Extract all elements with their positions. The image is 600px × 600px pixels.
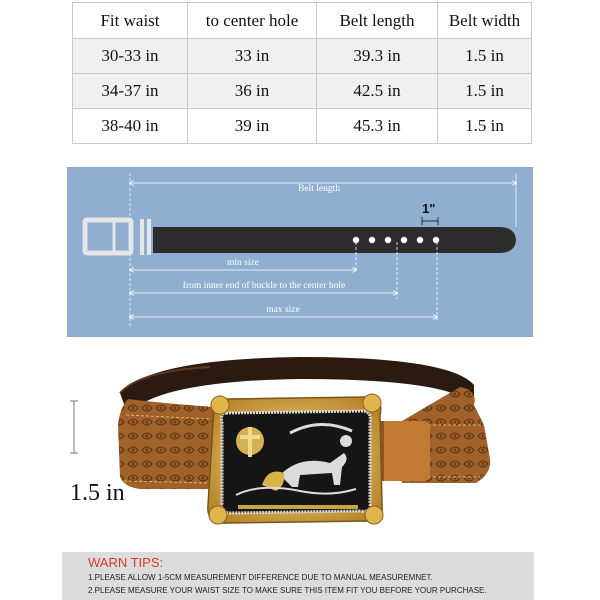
header-center-hole: to center hole [188, 3, 317, 39]
table-row [73, 39, 532, 74]
belt-product-photo [0, 345, 600, 550]
cell-center-hole: 39 in [188, 109, 317, 144]
table-header-row [73, 3, 532, 39]
cell-belt-length: 45.3 in [317, 109, 438, 144]
max-size-label: max size [266, 305, 300, 315]
table-row [73, 109, 532, 144]
hole-spacing-label: 1" [422, 201, 436, 216]
warn-tip-line: 1.PLEASE ALLOW 1-5CM MEASUREMENT DIFFERENCE DUE TO MANUAL MEASUREMNET. [88, 573, 433, 582]
belt-hole [401, 237, 407, 243]
belt-length-label: Belt length [298, 184, 340, 194]
warn-tips-title: WARN TIPS: [88, 555, 164, 570]
header-belt-length: Belt length [317, 3, 438, 39]
belt-hole [369, 237, 375, 243]
cell-fit-waist: 38-40 in [73, 109, 188, 144]
warn-tips-box [62, 552, 534, 600]
belt-buckle-icon [85, 220, 131, 253]
cell-center-hole: 36 in [188, 74, 317, 109]
belt-strap [153, 227, 516, 253]
belt-tongue [380, 421, 430, 481]
min-size-label: min size [227, 258, 259, 268]
belt-measurement-diagram [67, 167, 533, 337]
cell-belt-width: 1.5 in [438, 74, 532, 109]
belt-width-label: 1.5 in [70, 480, 125, 506]
size-chart-table [72, 2, 532, 144]
belt-hole [417, 237, 423, 243]
belt-hole [433, 237, 439, 243]
cell-belt-length: 39.3 in [317, 39, 438, 74]
cell-fit-waist: 30-33 in [73, 39, 188, 74]
table-row [73, 74, 532, 109]
cell-fit-waist: 34-37 in [73, 74, 188, 109]
cell-center-hole: 33 in [188, 39, 317, 74]
center-hole-label: from inner end of buckle to the center hole [182, 281, 346, 291]
cell-belt-length: 42.5 in [317, 74, 438, 109]
header-fit-waist: Fit waist [73, 3, 188, 39]
warn-tip-line: 2.PLEASE MEASURE YOUR WAIST SIZE TO MAKE SURE THIS ITEM FIT YOU BEFORE YOUR PURCHASE. [88, 586, 487, 595]
header-belt-width: Belt width [438, 3, 532, 39]
cell-belt-width: 1.5 in [438, 39, 532, 74]
cell-belt-width: 1.5 in [438, 109, 532, 144]
western-buckle-icon [208, 394, 383, 524]
belt-hole [385, 237, 391, 243]
